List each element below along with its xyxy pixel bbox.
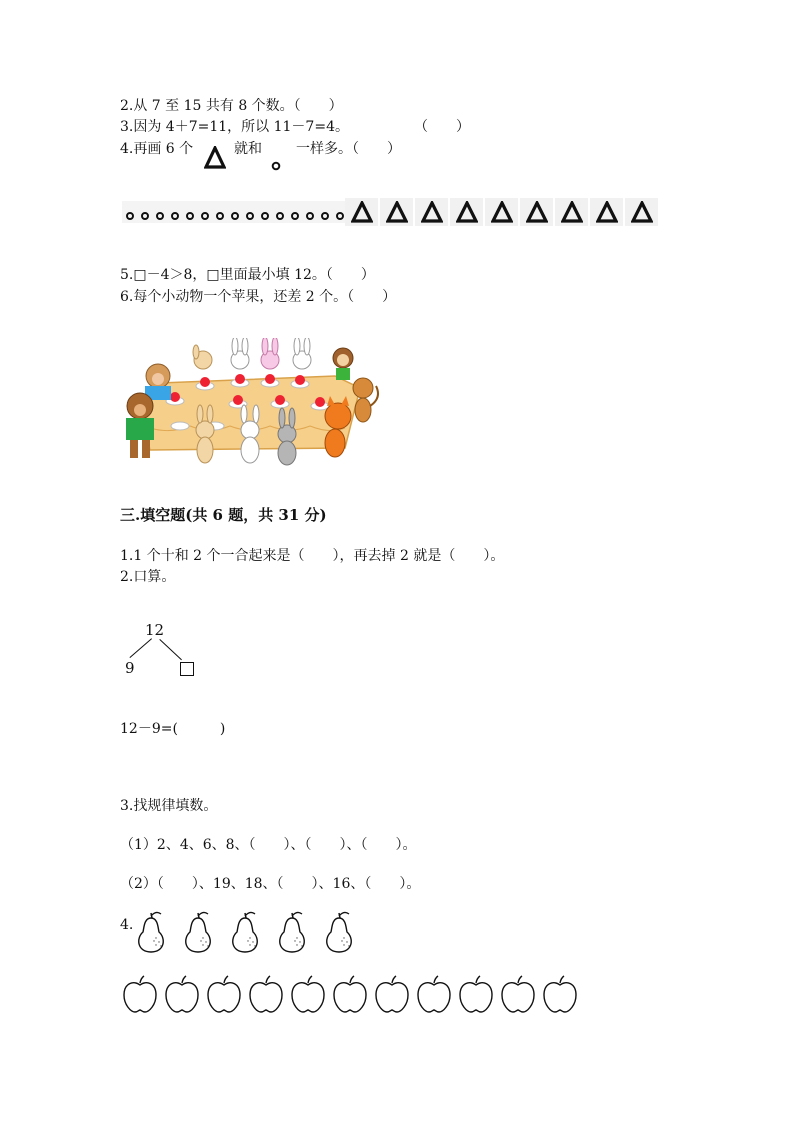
- tree-top-number: 12: [145, 621, 165, 639]
- fill-question-2: 2.口算。: [120, 569, 176, 585]
- question-3-paren: （ ）: [414, 119, 470, 135]
- fill-question-3-part-2: （2）（ ）、19、18、（ ）、16、（ ）。: [120, 876, 421, 892]
- tree-left-number: 9: [125, 659, 135, 677]
- fill-question-4: 4.: [120, 917, 134, 933]
- apple-icons: [122, 975, 582, 1015]
- question-4-part-b: 就和: [234, 141, 262, 157]
- triangle-icon: [520, 198, 553, 226]
- question-5: 5.□－4＞8，□里面最小填 12。（ ）: [120, 267, 375, 283]
- fill-question-3-part-1: （1）2、4、6、8、（ ）、（ ）、（ ）。: [120, 837, 417, 853]
- question-4-part-c: 一样多。（ ）: [296, 141, 401, 157]
- triangle-icon: [625, 198, 658, 226]
- question-2: 2.从 7 至 15 共有 8 个数。（ ）: [120, 98, 343, 114]
- triangle-icon: [204, 146, 226, 176]
- tree-line-left: [129, 638, 152, 658]
- circle-icons: [122, 201, 354, 223]
- triangle-icon: [555, 198, 588, 226]
- apple-row: [122, 975, 582, 1015]
- triangle-icon: [485, 198, 518, 226]
- fill-question-1: 1.1 个十和 2 个一合起来是（ ），再去掉 2 就是（ ）。: [120, 548, 505, 564]
- triangle-icon: [415, 198, 448, 226]
- question-6: 6.每个小动物一个苹果，还差 2 个。（ ）: [120, 289, 397, 305]
- circle-row: [122, 201, 354, 223]
- triangle-row: [345, 198, 660, 226]
- question-3: 3.因为 4＋7=11，所以 11－7=4。: [120, 119, 349, 135]
- triangle-icon: [380, 198, 413, 226]
- tree-line-right: [159, 639, 182, 660]
- pear-row: [134, 910, 364, 956]
- fill-question-2-equation: 12－9=( ): [120, 721, 226, 737]
- fill-question-3: 3.找规律填数。: [120, 798, 218, 814]
- animals-table-picture: [120, 338, 385, 468]
- pear-icons: [134, 910, 364, 956]
- question-4-part-a: 4.再画 6 个: [120, 141, 194, 157]
- answer-box[interactable]: [180, 662, 194, 676]
- section-heading: 三.填空题(共 6 题，共 31 分): [120, 506, 327, 524]
- triangle-icon: [450, 198, 483, 226]
- triangle-icon: [590, 198, 623, 226]
- circle-icon: [271, 155, 281, 176]
- triangle-icon: [345, 198, 378, 226]
